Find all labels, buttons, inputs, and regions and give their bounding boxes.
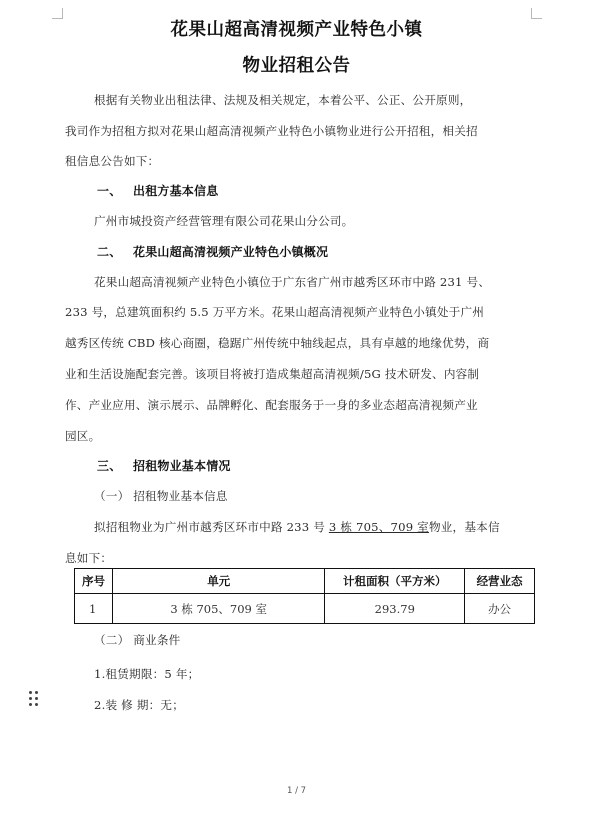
section-1-heading	[97, 183, 218, 199]
section-3-paragraph-line-2: 息如下：	[65, 551, 113, 565]
table-cell: 1	[75, 594, 113, 624]
intro-line-3: 租信息公告如下：	[65, 154, 160, 168]
subsection-1-heading: （一） 招租物业基本信息	[94, 489, 228, 503]
subsection-2-heading: （二） 商业条件	[94, 633, 181, 647]
section-3-title: 招租物业基本情况	[133, 459, 231, 473]
unit-underlined-text: 3 栋 705、709 室	[328, 520, 429, 534]
doc-title: 花果山超高清视频产业特色小镇	[170, 20, 423, 40]
section-2-number: 二、	[97, 245, 122, 259]
drag-handle-icon[interactable]	[28, 690, 40, 708]
table-header-cell: 单元	[112, 569, 324, 594]
table-row	[75, 594, 535, 624]
intro-line-2: 我司作为招租方拟对花果山超高清视频产业特色小镇物业进行公开招租，相关招	[65, 124, 478, 138]
table-header-cell: 经营业态	[465, 569, 535, 594]
section-2-title: 花果山超高清视频产业特色小镇概况	[133, 245, 329, 259]
intro-line-1: 根据有关物业出租法律、法规及相关规定，本着公平、公正、公开原则，	[94, 93, 472, 107]
table-header-cell: 序号	[75, 569, 113, 594]
section-2-heading	[97, 244, 328, 260]
section-3-number: 三、	[97, 459, 122, 473]
table-cell: 3 栋 705、709 室	[112, 594, 324, 624]
section-2-line-2: 233 号，总建筑面积约 5.5 万平方米。花果山超高清视频产业特色小镇处于广州	[65, 305, 485, 319]
section-2-line-6: 园区。	[65, 429, 101, 443]
section-2-line-4: 业和生活设施配套完善。该项目将被打造成集超高清视频/5G 技术研发、内容制	[65, 367, 480, 381]
paragraph-text: 拟招租物业为广州市越秀区环市中路 233 号	[94, 520, 329, 534]
section-3-heading	[97, 458, 231, 474]
table-cell: 293.79	[325, 594, 465, 624]
section-2-line-3: 越秀区传统 CBD 核心商圈，稳踞广州传统中轴线起点，具有卓越的地缘优势，商	[65, 336, 490, 350]
section-1-body: 广州市城投资产经营管理有限公司花果山分公司。	[94, 214, 354, 228]
paragraph-text: 物业，基本信	[428, 520, 500, 534]
section-3-paragraph	[94, 519, 500, 535]
table-header-row	[75, 569, 535, 594]
section-2-line-5: 作、产业应用、演示展示、品牌孵化、配套服务于一身的多业态超高清视频产业	[65, 398, 478, 412]
table-cell: 办公	[465, 594, 535, 624]
section-1-number: 一、	[97, 184, 122, 198]
condition-item-1: 1.租赁期限：5 年；	[94, 667, 200, 681]
doc-subtitle: 物业招租公告	[242, 56, 351, 76]
property-info-table	[74, 568, 535, 624]
page-indicator: 1 / 7	[286, 786, 307, 796]
table-header-cell: 计租面积（平方米）	[325, 569, 465, 594]
section-1-title: 出租方基本信息	[133, 184, 219, 198]
section-2-line-1: 花果山超高清视频产业特色小镇位于广东省广州市越秀区环市中路 231 号、	[94, 275, 491, 289]
condition-item-2: 2.装 修 期：无；	[94, 698, 184, 712]
